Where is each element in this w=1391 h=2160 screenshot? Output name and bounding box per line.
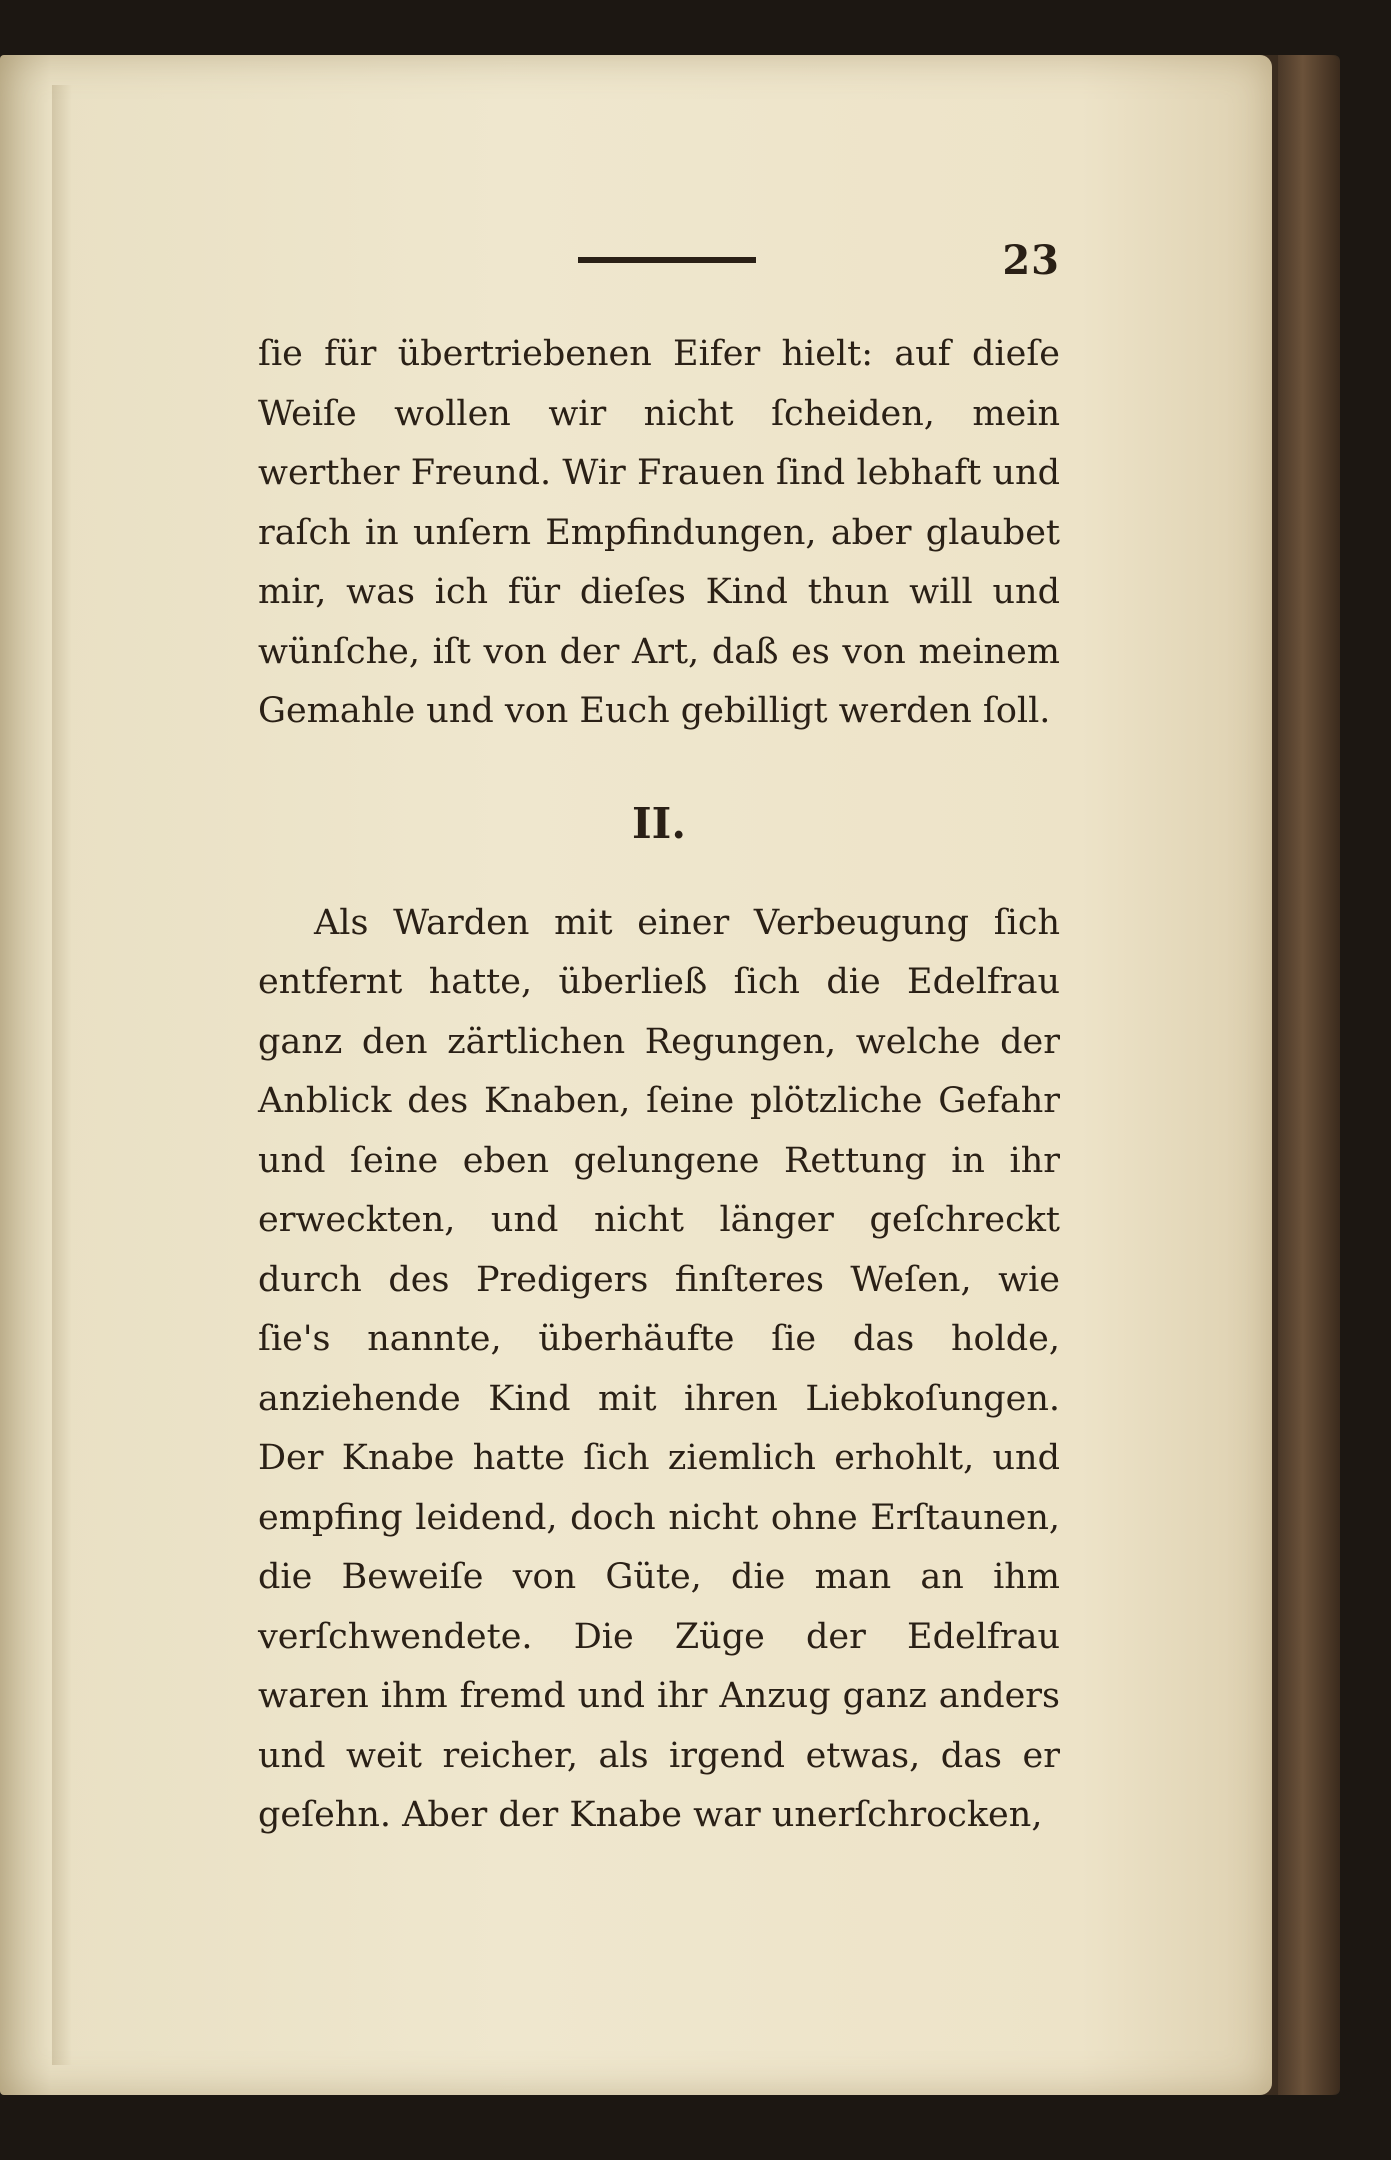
book-spine	[1278, 55, 1340, 2095]
page-number: 23	[1002, 237, 1060, 284]
paragraph-2: Als Warden mit einer Verbeugung ſich entfernt hatte, überließ ſich die Edelfrau ganz den zärtlichen Regungen, welche der Anblick des Knaben, ſeine plötzliche Gefahr und ſeine eben gelungene Rettung in ihr erweckten, und nicht länger geſchreckt durch des Predigers finſteres Weſen, wie ſie's nannte, überhäufte ſie das holde, anziehende Kind mit ihren Liebkoſungen. Der Knabe hatte ſich ziemlich erhohlt, und empfing leidend, doch nicht ohne Erſtaunen, die Beweiſe von Güte, die man an ihm verſchwendete. Die Züge der Edelfrau waren ihm fremd und ihr Anzug ganz anders und weit reicher, als irgend etwas, das er geſehn. Aber der Knabe war unerſchrocken,	[258, 902, 1060, 1835]
header-rule	[578, 257, 756, 263]
page-content	[258, 237, 1060, 1846]
section-title: II.	[632, 798, 686, 848]
page-gutter	[52, 85, 72, 2065]
paragraph-1: ſie für übertriebenen Eifer hielt: auf dieſe Weiſe wollen wir nicht ſcheiden, mein werther Freund. Wir Frauen ſind lebhaft und raſch in unſern Empfindungen, aber glaubet mir, was ich für dieſes Kind thun will und wünſche, iſt von der Art, daß es von meinem Gemahle und von Euch gebilligt werden ſoll.	[258, 334, 1060, 731]
page-header	[258, 237, 1060, 325]
